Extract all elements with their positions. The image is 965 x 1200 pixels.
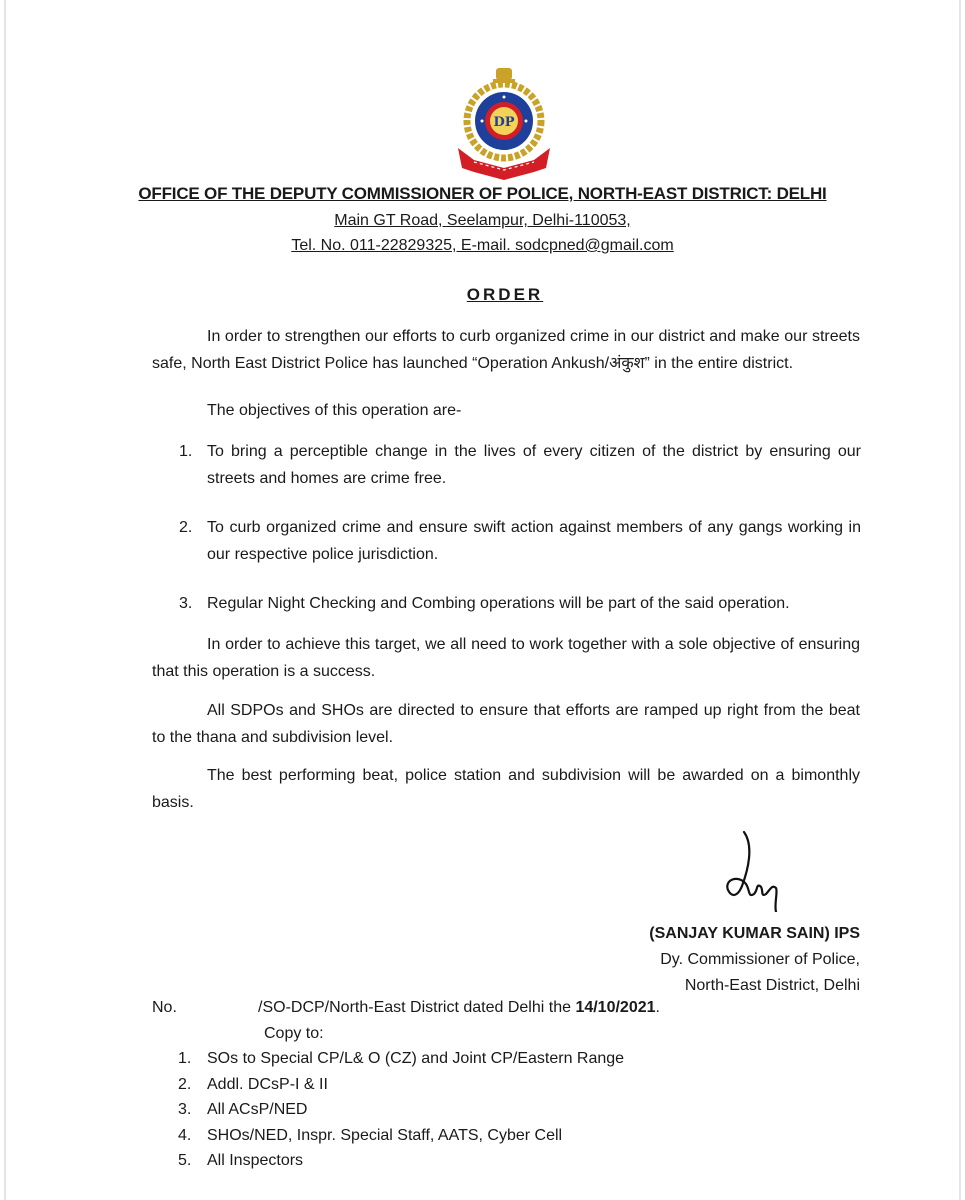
- signatory-block: [649, 921, 860, 999]
- order-title: ORDER: [466, 285, 544, 304]
- objective-text: To bring a perceptible change in the lives of every citizen of the district by ensuring our streets and homes are crime free.: [207, 443, 861, 487]
- objective-number: 3.: [179, 595, 193, 612]
- copy-number: 1.: [178, 1050, 192, 1067]
- reference-text: /SO-DCP/North-East District dated Delhi the: [258, 999, 576, 1016]
- handwritten-signature: [714, 828, 790, 912]
- copy-text: Addl. DCsP-I & II: [207, 1076, 328, 1093]
- copy-text: SOs to Special CP/L& O (CZ) and Joint CP/Eastern Range: [207, 1050, 625, 1067]
- office-address: Main GT Road, Seelampur, Delhi-110053,: [334, 212, 631, 229]
- directive-paragraph: All SDPOs and SHOs are directed to ensure that efforts are ramped up right from the beat to the thana and subdivision level.: [152, 702, 860, 746]
- office-contact: Tel. No. 011-22829325, E-mail. sodcpned@gmail.com: [291, 237, 674, 254]
- copy-list-item: [178, 1072, 328, 1098]
- page-edge-right: [959, 0, 961, 1200]
- copy-number: 4.: [178, 1127, 192, 1144]
- reference-number-label: No.: [152, 999, 177, 1016]
- copy-number: 5.: [178, 1152, 192, 1169]
- copy-number: 2.: [178, 1076, 192, 1093]
- reference-line: [258, 999, 660, 1017]
- copy-list-item: [178, 1046, 624, 1072]
- reference-end: .: [655, 999, 660, 1016]
- order-date: 14/10/2021: [575, 999, 656, 1016]
- copy-list-item: [178, 1148, 303, 1174]
- signatory-district: North-East District, Delhi: [684, 977, 860, 994]
- copy-number: 3.: [178, 1101, 192, 1118]
- objectives-heading: The objectives of this operation are-: [207, 402, 462, 419]
- objective-number: 1.: [179, 443, 193, 460]
- copy-list-item: [178, 1123, 562, 1149]
- svg-text:DP: DP: [493, 115, 515, 130]
- target-paragraph: In order to achieve this target, we all need to work together with a sole objective of ensuring that this operation is a success.: [152, 636, 860, 680]
- intro-paragraph: In order to strengthen our efforts to curb organized crime in our district and make our streets safe, North East District Police has launched “Operation Ankush/अंकुश” in the entire district.: [152, 328, 860, 372]
- award-paragraph: The best performing beat, police station and subdivision will be awarded on a bimonthly basis.: [152, 767, 860, 811]
- page-edge-left: [4, 0, 6, 1200]
- office-title: OFFICE OF THE DEPUTY COMMISSIONER OF POLICE, NORTH-EAST DISTRICT: DELHI: [138, 184, 827, 203]
- signatory-designation: Dy. Commissioner of Police,: [660, 951, 860, 968]
- objective-item: [179, 590, 861, 617]
- copy-list-item: [178, 1097, 307, 1123]
- copy-text: All Inspectors: [207, 1152, 304, 1169]
- objective-item: [179, 438, 861, 492]
- objective-text: Regular Night Checking and Combing operations will be part of the said operation.: [207, 595, 790, 612]
- objective-number: 2.: [179, 519, 193, 536]
- copy-to-label: Copy to:: [264, 1025, 324, 1042]
- copy-text: All ACsP/NED: [207, 1101, 308, 1118]
- signatory-name: (SANJAY KUMAR SAIN) IPS: [649, 925, 860, 942]
- objective-item: [179, 514, 861, 568]
- objective-text: To curb organized crime and ensure swift action against members of any gangs working in our respective police jurisdiction.: [207, 519, 861, 563]
- copy-text: SHOs/NED, Inspr. Special Staff, AATS, Cyber Cell: [207, 1127, 563, 1144]
- delhi-police-emblem-icon: [452, 64, 556, 182]
